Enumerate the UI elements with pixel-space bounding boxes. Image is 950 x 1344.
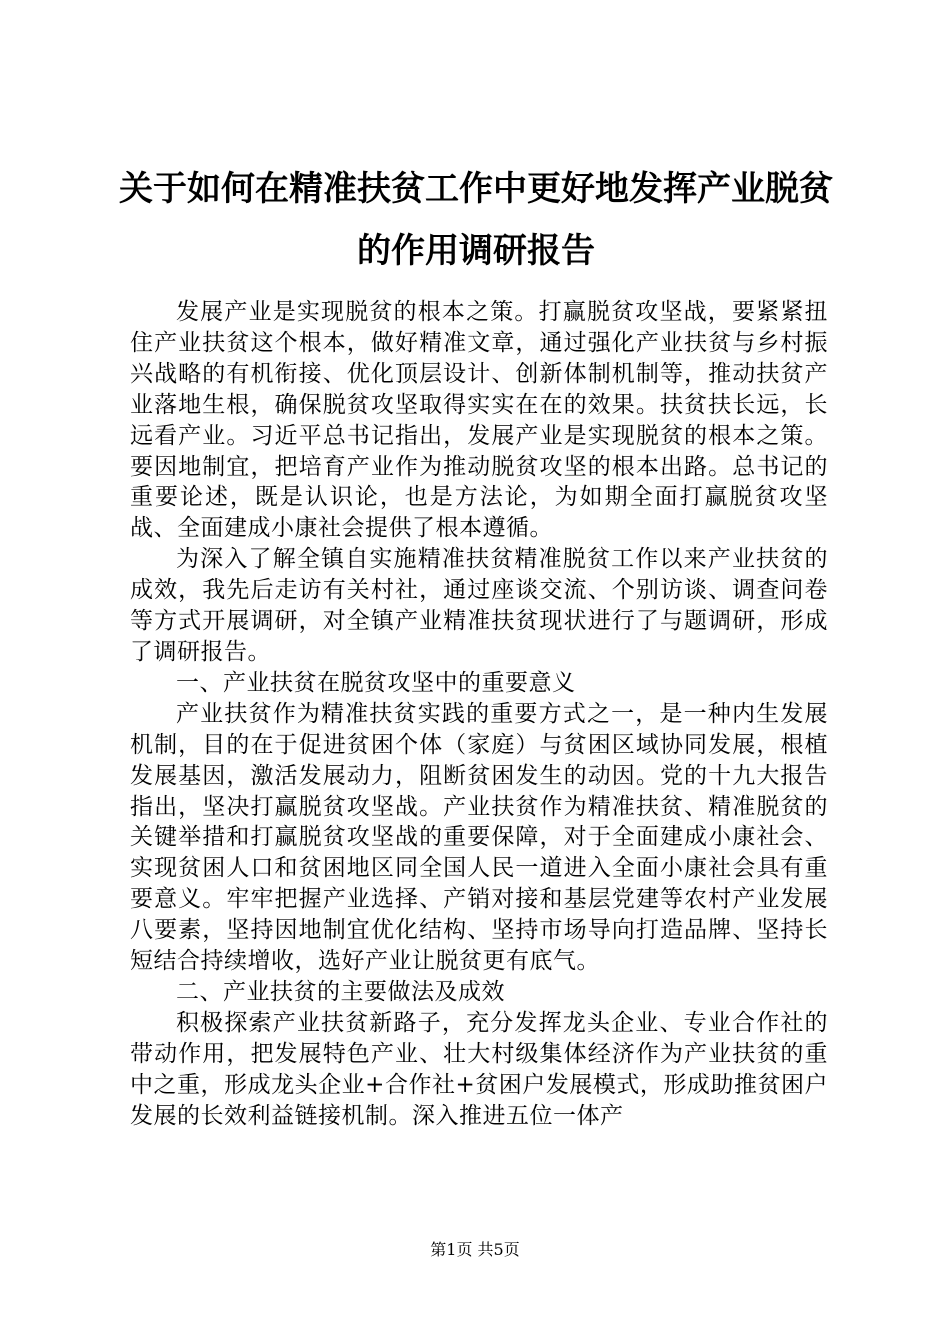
document-title: 关于如何在精准扶贫工作中更好地发挥产业脱贫的作用调研报告 <box>119 169 833 271</box>
section-heading-1: 一、产业扶贫在脱贫攻坚中的重要意义 <box>176 669 576 696</box>
paragraph-intro: 发展产业是实现脱贫的根本之策。打赢脱贫攻坚战，要紧紧扭住产业扶贫这个根本，做好精准文章，通过强化产业扶贫与乡村振兴战略的有机衔接、优化顶层设计、创新体制机制等，推动扶贫产业落地生根，确保脱贫攻坚取得实实在在的效果。扶贫扶长远，长远看产业。习近平总书记指出，发展产业是实现脱贫的根本之策。要因地制宜，把培育产业作为推动脱贫攻坚的根本出路。总书记的重要论述，既是认识论，也是方法论，为如期全面打赢脱贫攻坚战、全面建成小康社会提供了根本遵循。 <box>130 299 828 542</box>
page-number-footer: 第1页 共5页 <box>430 1240 520 1259</box>
document-body <box>130 297 828 1131</box>
section-heading-2: 二、产业扶贫的主要做法及成效 <box>176 978 505 1005</box>
paragraph-practices: 积极探索产业扶贫新路子，充分发挥龙头企业、专业合作社的带动作用，把发展特色产业、壮大村级集体经济作为产业扶贫的重中之重，形成龙头企业+合作社+贫困户发展模式，形成助推贫困户发展的长效利益链接机制。深入推进五位一体产 <box>130 1009 828 1129</box>
paragraph-significance: 产业扶贫作为精准扶贫实践的重要方式之一，是一种内生发展机制，目的在于促进贫困个体（家庭）与贫困区域协同发展，根植发展基因，激活发展动力，阻断贫困发生的动因。党的十九大报告指出，坚决打赢脱贫攻坚战。产业扶贫作为精准扶贫、精准脱贫的关键举措和打赢脱贫攻坚战的重要保障，对于全面建成小康社会、实现贫困人口和贫困地区同全国人民一道进入全面小康社会具有重要意义。牢牢把握产业选择、产销对接和基层党建等农村产业发展八要素，坚持因地制宜优化结构、坚持市场导向打造品牌、坚持长短结合持续增收，选好产业让脱贫更有底气。 <box>130 700 828 975</box>
paragraph-research: 为深入了解全镇自实施精准扶贫精准脱贫工作以来产业扶贫的成效，我先后走访有关村社，通过座谈交流、个别访谈、调查问卷等方式开展调研，对全镇产业精准扶贫现状进行了与题调研，形成了调研报告。 <box>130 546 828 665</box>
